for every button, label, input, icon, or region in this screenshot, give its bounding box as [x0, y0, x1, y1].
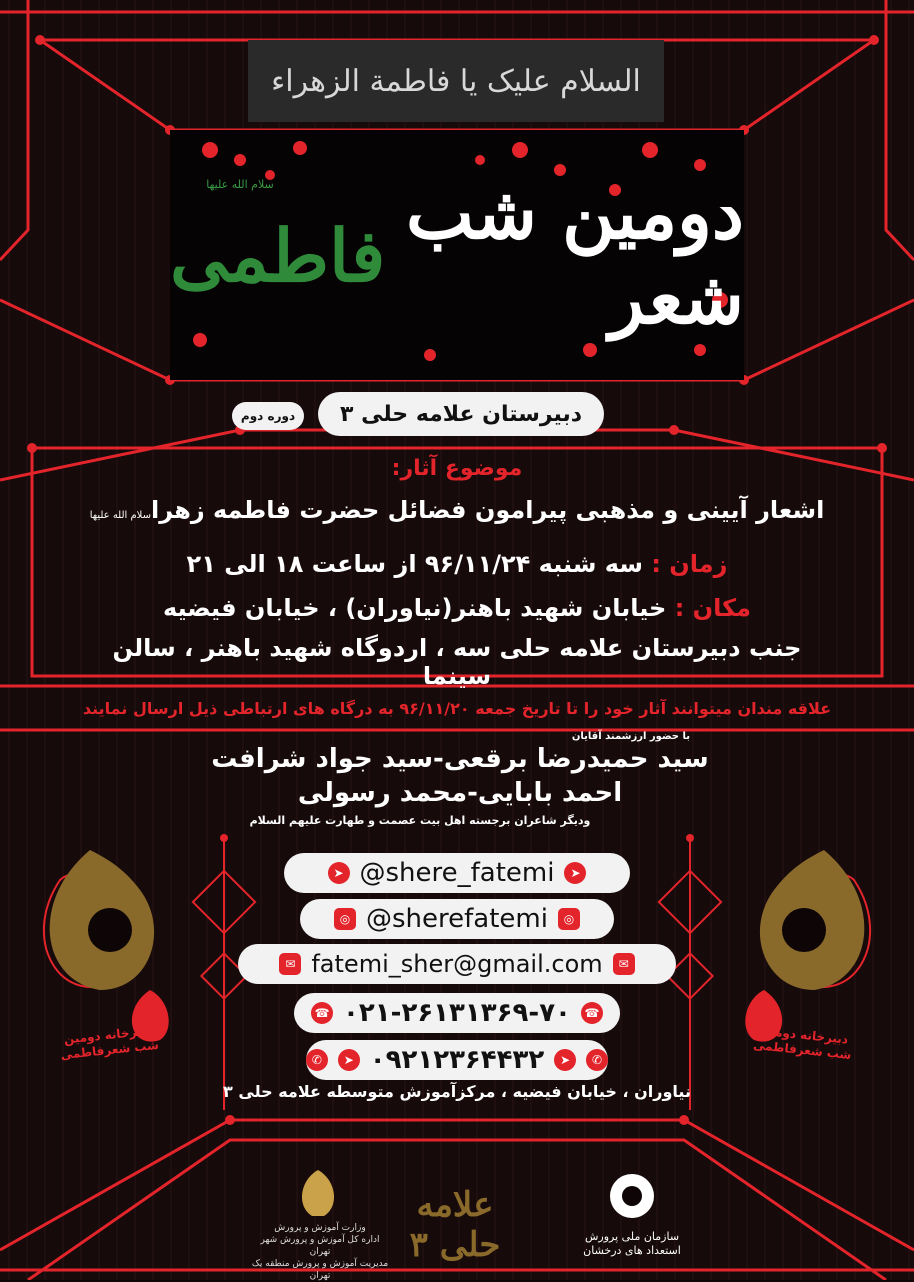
- telegram-icon: ➤: [328, 862, 350, 884]
- title-main-text: دومین شب شعر: [405, 170, 744, 340]
- email-address: fatemi_sher@gmail.com: [311, 950, 603, 978]
- submission-invite: علاقه مندان میتوانند آثار خود را تا تاریخ جمعه ۹۶/۱۱/۲۰ به درگاه های ارتباطی ذیل ارسال نمایند: [82, 698, 832, 718]
- mobile-number: ۰۹۲۱۲۳۶۴۴۳۲: [369, 1045, 545, 1075]
- place-text-1: خیابان شهید باهنر(نیاوران) ، خیابان فیضیه: [163, 594, 667, 622]
- phone-icon: ☎: [311, 1002, 333, 1024]
- landline-number: ۰۲۱-۲۶۱۳۱۳۶۹-۷۰: [343, 998, 571, 1028]
- poets-line-2: احمد بابایی-محمد رسولی: [297, 778, 623, 808]
- instagram-contact[interactable]: [300, 899, 614, 939]
- presence-label: با حضور ارزشمند آقایان: [571, 731, 690, 742]
- landline-contact[interactable]: [294, 993, 620, 1033]
- salam-banner: السلام علیک یا فاطمة الزهراء: [248, 40, 664, 122]
- whatsapp-icon: ✆: [306, 1049, 328, 1071]
- telegram-icon: ➤: [564, 862, 586, 884]
- topic-label: موضوع آثار:: [391, 456, 523, 481]
- instagram-icon: ◎: [334, 908, 356, 930]
- sampad-logo-text: سازمان ملی پرورش استعداد های درخشان: [583, 1230, 681, 1257]
- instagram-icon: ◎: [558, 908, 580, 930]
- poets-line-1: سید حمیدرضا برقعی-سید جواد شرافت: [211, 744, 709, 774]
- secretariat-label-left: دبیرخانه دومین شب شعرفاطمی: [59, 1023, 160, 1063]
- phone-icon: ☎: [581, 1002, 603, 1024]
- email-icon: ✉: [279, 953, 301, 975]
- other-poets-line: ودیگر شاعران برجسته اهل بیت عصمت و طهارت علیهم السلام: [249, 814, 591, 827]
- telegram-icon: ➤: [554, 1049, 576, 1071]
- title-small-note: سلام الله علیها: [206, 178, 274, 191]
- time-text: سه شنبه ۹۶/۱۱/۲۴ از ساعت ۱۸ الی ۲۱: [186, 550, 643, 578]
- telegram-handle: @shere_fatemi: [359, 858, 555, 888]
- telegram-contact[interactable]: [284, 853, 630, 893]
- place-line-1: [80, 594, 834, 622]
- time-label: زمان :: [651, 550, 728, 578]
- title-accent-text: فاطمی: [170, 212, 386, 298]
- email-contact[interactable]: [238, 944, 676, 984]
- email-icon: ✉: [613, 953, 635, 975]
- mobile-contact[interactable]: [306, 1040, 608, 1080]
- education-ministry-logo-text: وزارت آموزش و پرورش اداره کل آموزش و پرورش شهر تهران مدیریت آموزش و پرورش منطقه یک تهران: [251, 1223, 389, 1281]
- place-line-2: جنب دبیرستان علامه حلی سه ، اردوگاه شهید باهنر ، سالن سینما: [112, 634, 802, 690]
- topic-text: [80, 496, 834, 524]
- school-name-badge: دبیرستان علامه حلی ۳: [318, 392, 604, 436]
- time-line: [80, 550, 834, 578]
- topic-honorific: سلام الله علیها: [89, 510, 152, 521]
- instagram-handle: @sherefatemi: [366, 904, 548, 934]
- address-line: نیاوران ، خیابان فیضیه ، مرکزآموزش متوسطه علامه حلی ۳: [223, 1082, 691, 1101]
- event-title: [170, 170, 744, 340]
- telegram-icon: ➤: [338, 1049, 360, 1071]
- topic-body: اشعار آیینی و مذهبی پیرامون فضائل حضرت فاطمه زهرا: [151, 496, 825, 524]
- whatsapp-icon: ✆: [586, 1049, 608, 1071]
- edition-badge: دوره دوم: [232, 402, 304, 430]
- helli-school-logo: علامه حلی ۳: [409, 1185, 501, 1265]
- secretariat-label-right: دبیرخانه دومین شب شعرفاطمی: [752, 1023, 853, 1063]
- place-label: مکان :: [674, 594, 751, 622]
